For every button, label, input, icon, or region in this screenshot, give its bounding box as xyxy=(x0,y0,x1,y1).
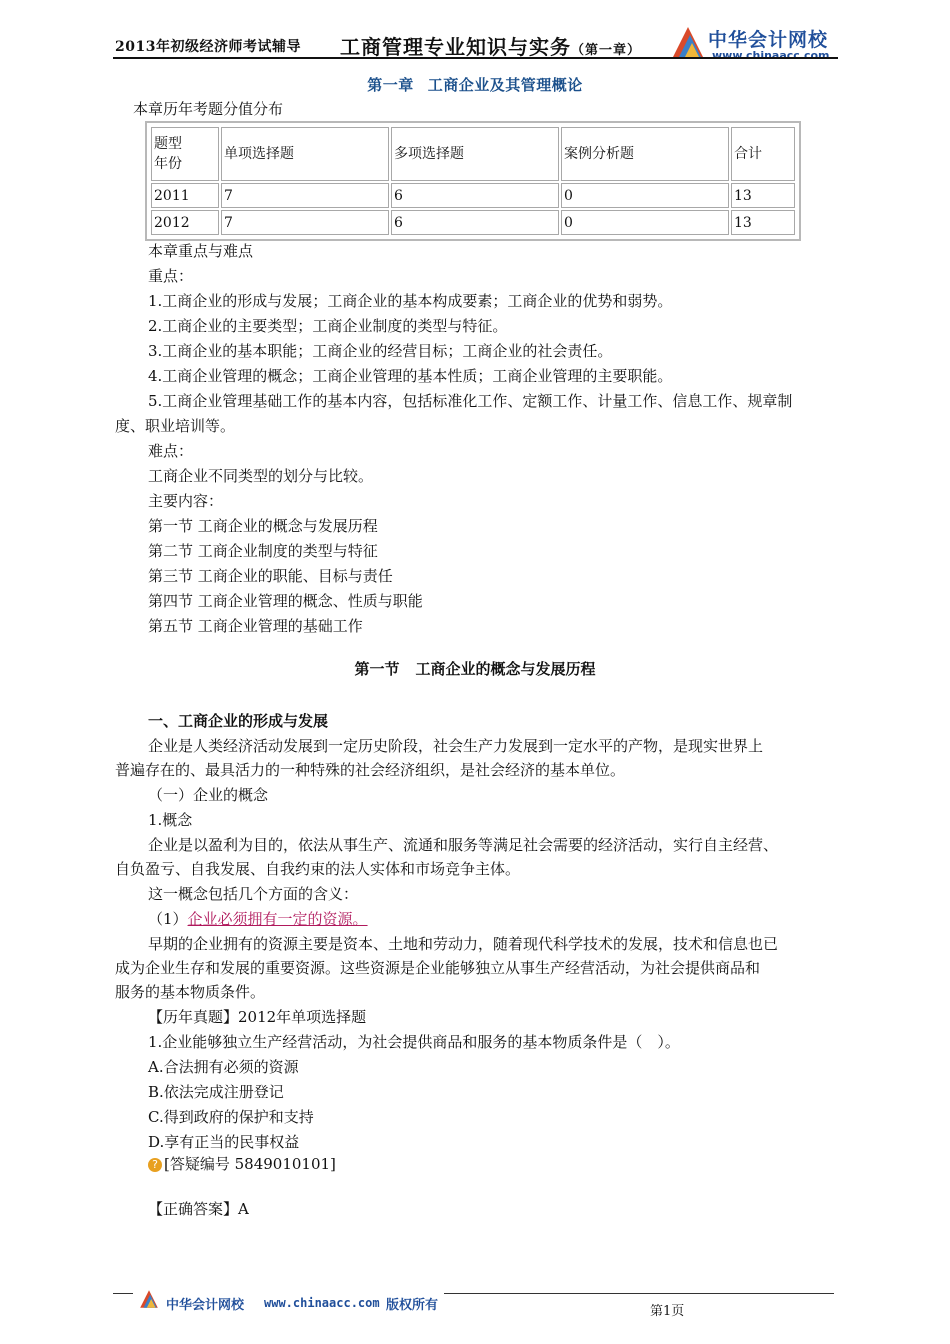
section-number: 第一节 xyxy=(354,660,400,678)
corner-year-label: 年份 xyxy=(154,156,182,172)
footer-brand: 中华会计网校 xyxy=(166,1298,245,1313)
chapter-title xyxy=(0,74,950,95)
key-points-label: 重点： xyxy=(148,267,194,285)
page-number: 第1页 xyxy=(650,1304,685,1319)
section-list-item: 第一节 工商企业的概念与发展历程 xyxy=(148,517,378,535)
logo-name: 中华会计网校 xyxy=(708,29,829,51)
paragraph-line: 普遍存在的、最具活力的一种特殊的社会经济组织，是社会经济的基本单位。 xyxy=(115,761,626,779)
key-point-item: 1.工商企业的形成与发展；工商企业的基本构成要素；工商企业的优势和弱势。 xyxy=(148,292,673,310)
option-c: C.得到政府的保护和支持 xyxy=(148,1108,314,1126)
table-cell: 0 xyxy=(561,210,729,235)
paragraph-line: 成为企业生存和发展的重要资源。这些资源是企业能够独立从事生产经营活动，为社会提供商品和 xyxy=(115,959,761,977)
qa-reference[interactable] xyxy=(148,1153,336,1175)
subheading-concept: （一）企业的概念 xyxy=(148,786,269,804)
table-header-cell: 单项选择题 xyxy=(221,127,389,181)
header-chapter-tag: （第一章） xyxy=(571,43,642,58)
table-year-cell: 2011 xyxy=(151,183,219,208)
footer-logo-icon xyxy=(138,1288,160,1310)
main-content-label: 主要内容： xyxy=(148,492,224,510)
key-point-item-cont: 度、职业培训等。 xyxy=(115,417,236,435)
table-cell: 6 xyxy=(391,183,559,208)
subheading-definition: 1.概念 xyxy=(148,811,193,829)
heading-formation: 一、工商企业的形成与发展 xyxy=(148,712,329,730)
footer-rights: 版权所有 xyxy=(386,1298,439,1313)
logo-url: www.chinaacc.com xyxy=(712,49,830,62)
corner-type-label: 题型 xyxy=(154,136,182,152)
table-header-cell: 案例分析题 xyxy=(561,127,729,181)
question-stem: 1.企业能够独立生产经营活动，为社会提供商品和服务的基本物质条件是（ ）。 xyxy=(148,1033,680,1051)
score-distribution-table xyxy=(145,121,801,241)
table-row xyxy=(151,210,795,235)
table-cell: 13 xyxy=(731,183,795,208)
key-point-item: 2.工商企业的主要类型；工商企业制度的类型与特征。 xyxy=(148,317,508,335)
key-point-item: 4.工商企业管理的概念；工商企业管理的基本性质；工商企业管理的主要职能。 xyxy=(148,367,673,385)
chapter-number: 第一章 xyxy=(367,76,414,94)
footer-rule-right xyxy=(444,1293,834,1294)
table-cell: 6 xyxy=(391,210,559,235)
key-point-item: 5.工商企业管理基础工作的基本内容，包括标准化工作、定额工作、计量工作、信息工作、规章制 xyxy=(148,392,793,410)
header-subject: 工商管理专业知识与实务 xyxy=(340,35,571,59)
table-cell: 7 xyxy=(221,183,389,208)
header-exam-title: 2013年初级经济师考试辅导 xyxy=(115,39,301,55)
item-number: （1） xyxy=(148,910,188,928)
table-year-cell: 2012 xyxy=(151,210,219,235)
paragraph-line: 企业是以盈利为目的，依法从事生产、流通和服务等满足社会需要的经济活动，实行自主经营、 xyxy=(148,836,779,854)
table-cell: 7 xyxy=(221,210,389,235)
section-name: 工商企业的概念与发展历程 xyxy=(415,660,596,678)
footer-url[interactable]: www.chinaacc.com xyxy=(264,1296,380,1310)
footer-rule-left xyxy=(113,1293,133,1294)
option-d: D.享有正当的民事权益 xyxy=(148,1133,300,1151)
table-cell: 13 xyxy=(731,210,795,235)
header-rule xyxy=(113,57,838,59)
table-cell: 0 xyxy=(561,183,729,208)
difficulty-text: 工商企业不同类型的划分与比较。 xyxy=(148,467,374,485)
meaning-item-1 xyxy=(148,908,368,930)
table-header-row xyxy=(151,127,795,181)
option-b: B.依法完成注册登记 xyxy=(148,1083,284,1101)
score-distribution-title: 本章历年考题分值分布 xyxy=(133,100,284,118)
section-list-item: 第三节 工商企业的职能、目标与责任 xyxy=(148,567,393,585)
table-corner-cell xyxy=(151,127,219,181)
table-header-cell: 合计 xyxy=(731,127,795,181)
key-point-item: 3.工商企业的基本职能；工商企业的经营目标；工商企业的社会责任。 xyxy=(148,342,613,360)
question-mark-icon[interactable]: ? xyxy=(148,1158,162,1172)
question-tag: 【历年真题】2012年单项选择题 xyxy=(148,1008,367,1026)
section-list-item: 第五节 工商企业管理的基础工作 xyxy=(148,617,363,635)
paragraph-line: 这一概念包括几个方面的含义： xyxy=(148,885,359,903)
correct-answer: 【正确答案】A xyxy=(148,1200,249,1218)
header-book-title xyxy=(340,31,641,60)
section-list-item: 第四节 工商企业管理的概念、性质与职能 xyxy=(148,592,423,610)
option-a: A.合法拥有必须的资源 xyxy=(148,1058,299,1076)
paragraph-line: 自负盈亏、自我发展、自我约束的法人实体和市场竞争主体。 xyxy=(115,860,521,878)
focus-title: 本章重点与难点 xyxy=(148,242,254,260)
section-title xyxy=(0,658,950,680)
chapter-name: 工商企业及其管理概论 xyxy=(427,76,583,94)
paragraph-line: 企业是人类经济活动发展到一定历史阶段，社会生产力发展到一定水平的产物，是现实世界上 xyxy=(148,737,764,755)
section-list-item: 第二节 工商企业制度的类型与特征 xyxy=(148,542,378,560)
difficulty-label: 难点： xyxy=(148,442,194,460)
highlighted-text: 企业必须拥有一定的资源。 xyxy=(187,910,368,928)
table-header-cell: 多项选择题 xyxy=(391,127,559,181)
qa-reference-text: [答疑编号 5849010101] xyxy=(164,1155,336,1173)
table-row xyxy=(151,183,795,208)
paragraph-line: 早期的企业拥有的资源主要是资本、土地和劳动力，随着现代科学技术的发展，技术和信息也已 xyxy=(148,935,779,953)
paragraph-line: 服务的基本物质条件。 xyxy=(115,983,266,1001)
